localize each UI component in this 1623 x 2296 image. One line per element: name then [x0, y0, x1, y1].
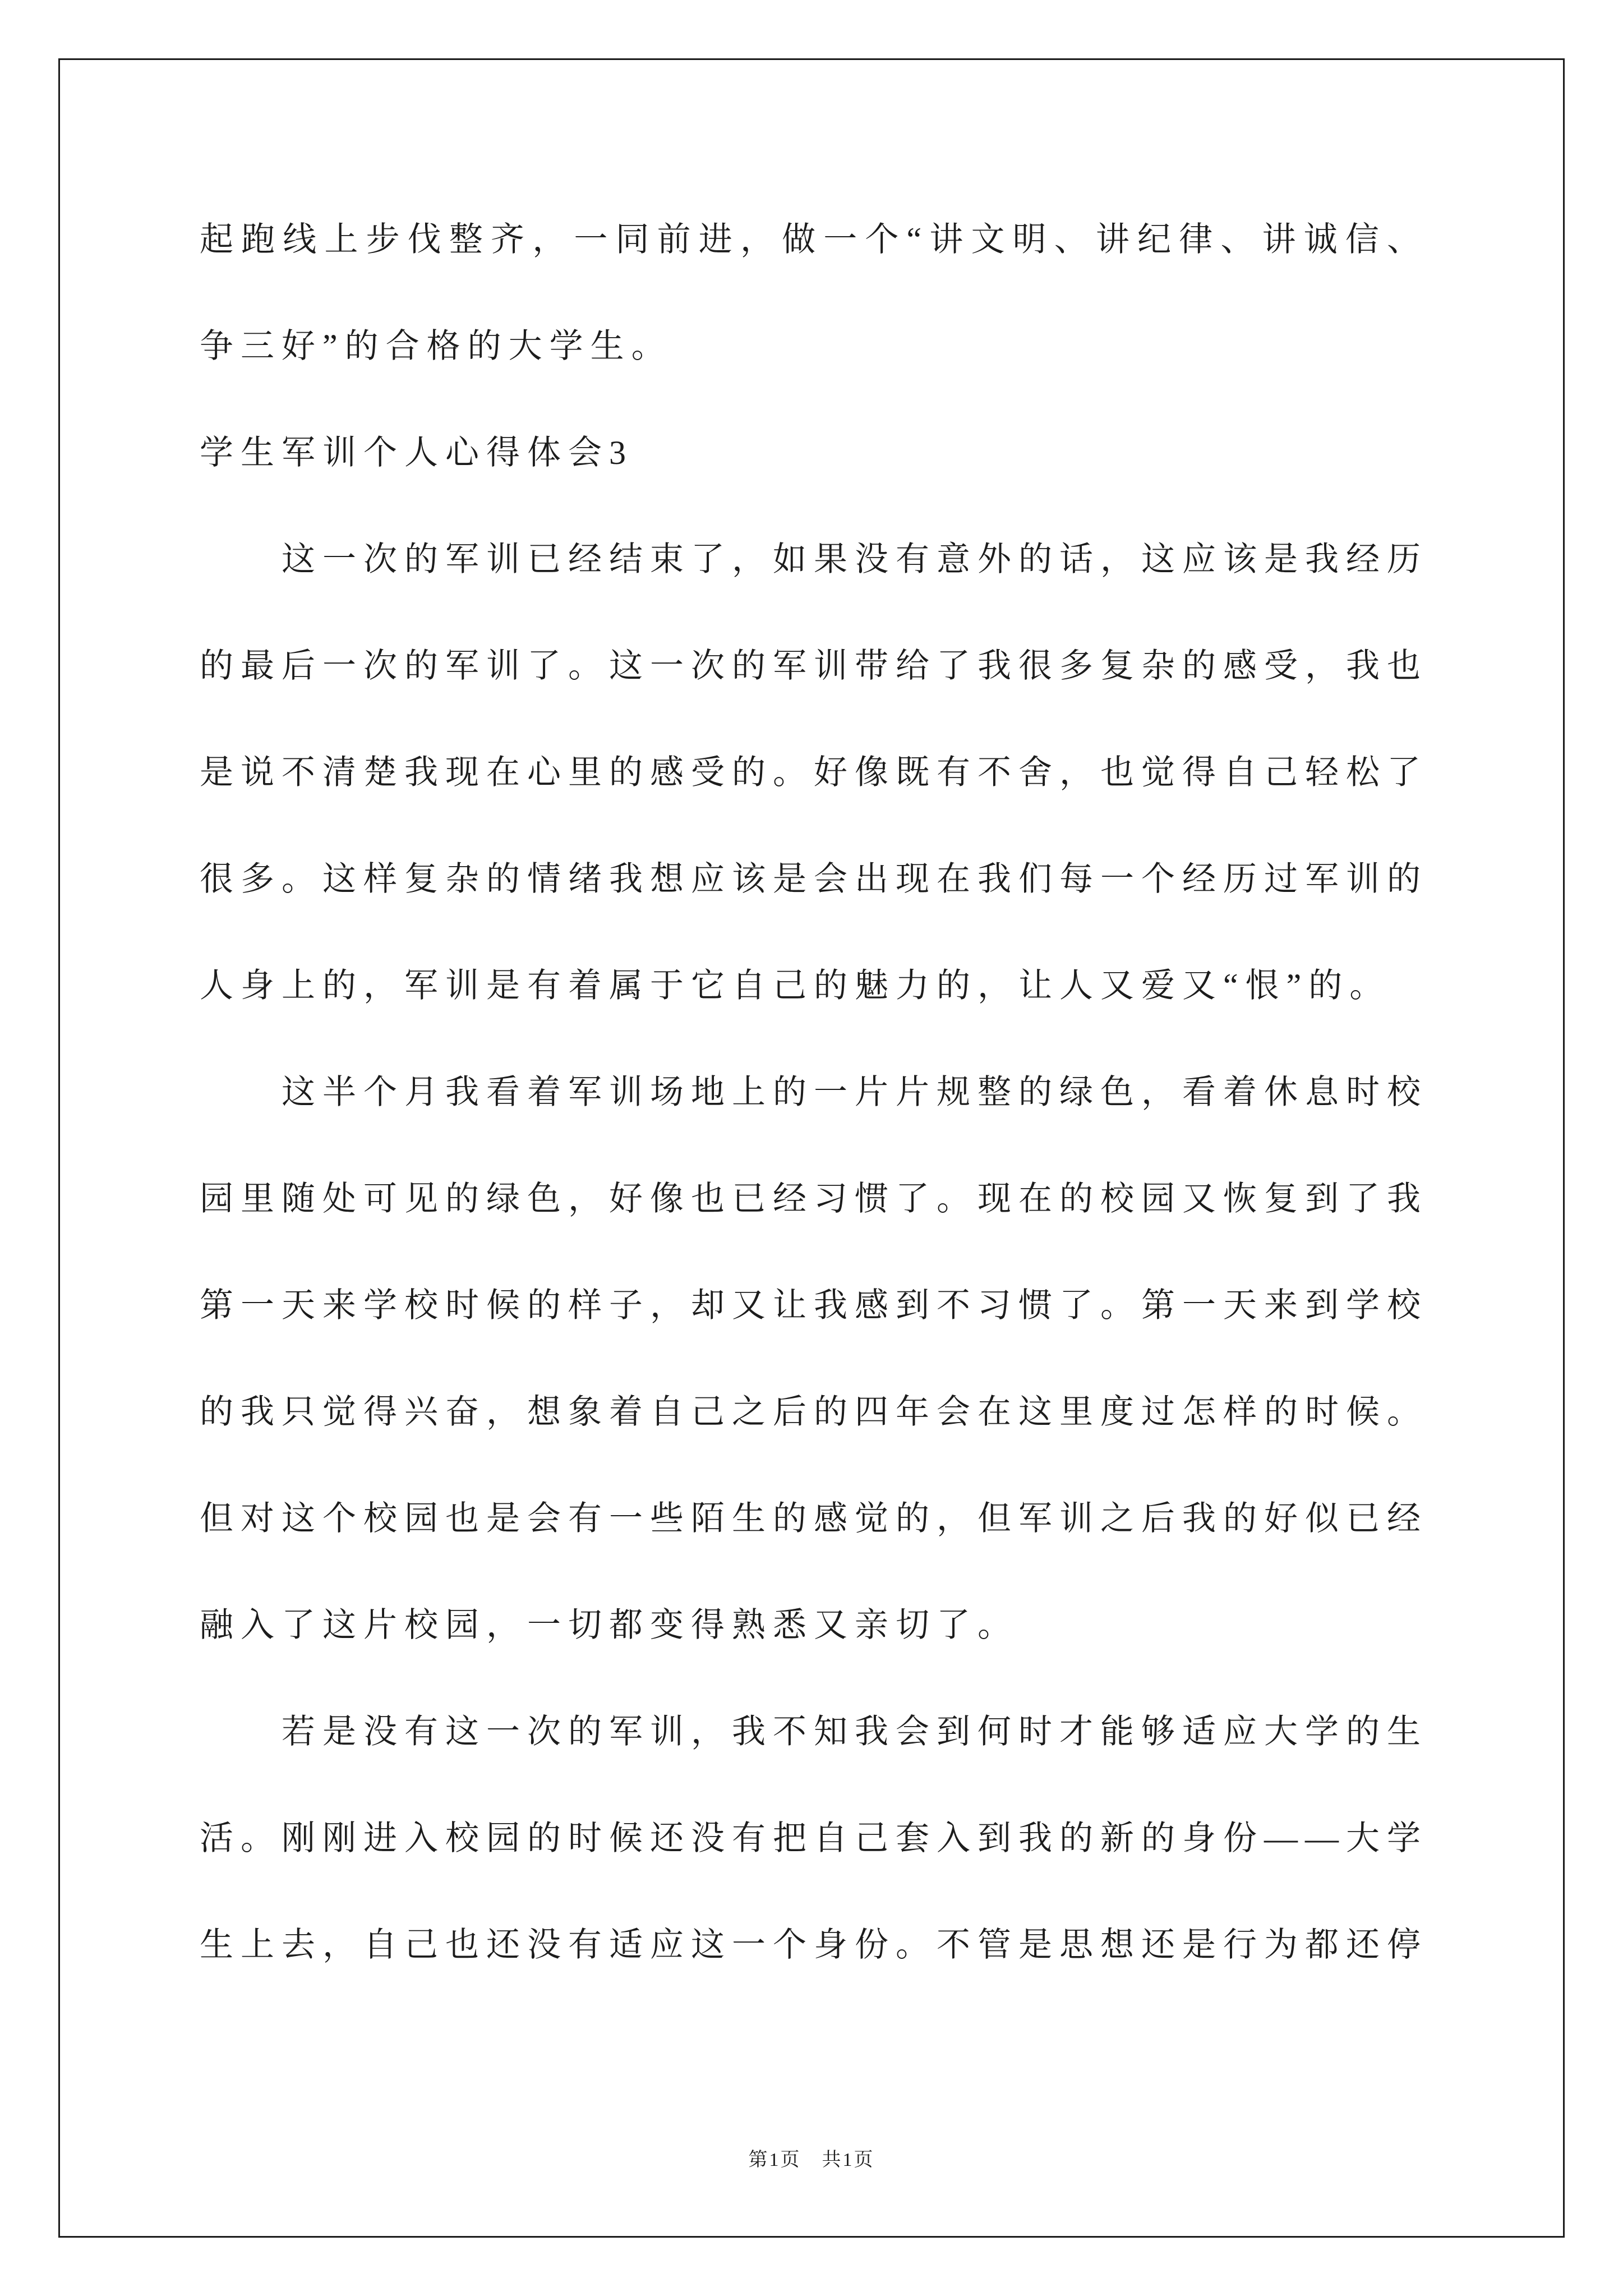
- page-number: 第1页 共1页: [748, 2150, 875, 2170]
- paragraph: 这半个月我看着军训场地上的一片片规整的绿色，看着休息时校园里随处可见的绿色，好像也已经习惯了。现在的校园又恢复到了我第一天来学校时候的样子，却又让我感到不习惯了。第一天来到学校的我只觉得兴奋，想象着自己之后的四年会在这里度过怎样的时候。但对这个校园也是会有一些陌生的感觉的，但军训之后我的好似已经融入了这片校园，一切都变得熟悉又亲切了。: [200, 1074, 1428, 1644]
- document-body: [200, 186, 1428, 1998]
- paragraph-continuation: 起跑线上步伐整齐，一同前进，做一个“讲文明、讲纪律、讲诚信、争三好”的合格的大学生。: [200, 221, 1428, 365]
- section-heading: 学生军训个人心得体会3: [200, 434, 633, 471]
- paragraph: 这一次的军训已经结束了，如果没有意外的话，这应该是我经历的最后一次的军训了。这一次的军训带给了我很多复杂的感受，我也是说不清楚我现在心里的感受的。好像既有不舍，也觉得自己轻松了很多。这样复杂的情绪我想应该是会出现在我们每一个经历过军训的人身上的，军训是有着属于它自己的魅力的，让人又爱又“恨”的。: [200, 541, 1428, 1004]
- page-number-footer: [0, 2144, 1623, 2171]
- paragraph: 若是没有这一次的军训，我不知我会到何时才能够适应大学的生活。刚刚进入校园的时候还没有把自己套入到我的新的身份——大学生上去，自己也还没有适应这一个身份。不管是思想还是行为都还停: [200, 1713, 1428, 1963]
